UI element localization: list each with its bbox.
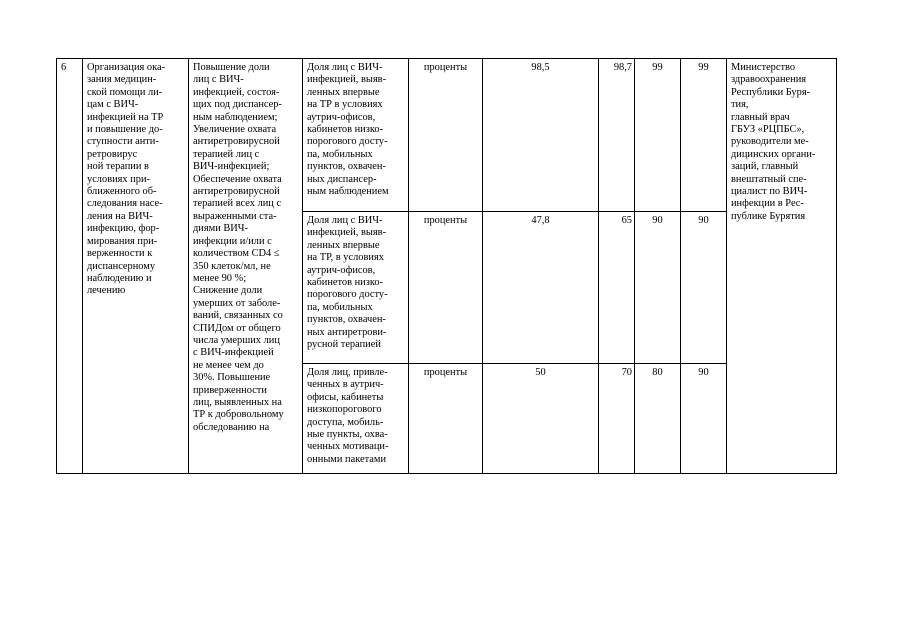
table-row [57,59,837,212]
indicator-value-year1: 65 [599,212,635,364]
indicator-value-base: 98,5 [483,59,599,212]
row-number: 6 [57,59,83,474]
responsible-executors: Министерство здравоохранения Республики Буря- тия, главный врач ГБУЗ «РЦПБС», руководители ме- дицинских органи- заций, главный внештатный спе- циалист по ВИЧ- инфекции в Рес- публике Бурятия [727,59,837,474]
indicator-value-year2: 80 [635,364,681,474]
indicator-unit: проценты [409,364,483,474]
indicator-value-year2: 99 [635,59,681,212]
indicator-value-base: 50 [483,364,599,474]
indicator-name: Доля лиц с ВИЧ- инфекцией, выяв- ленных впервые на ТР в условиях аутрич-офисов, кабинетов низко- порогового досту- па, мобильных пунктов, охвачен- ных диспансер- ным наблюдением [303,59,409,212]
indicator-unit: проценты [409,59,483,212]
indicator-unit: проценты [409,212,483,364]
measures-table [56,58,837,474]
event-description: Организация ока- зания медицин- ской помощи ли- цам с ВИЧ- инфекцией на ТР и повышение до- ступности анти- ретровирус ной терапии в условиях при- ближенного об- следования насе- ления на ВИЧ- инфекцию, фор- мирования при- верженности к диспансерному наблюдению и лечению [83,59,189,474]
indicator-value-year1: 98,7 [599,59,635,212]
indicator-value-base: 47,8 [483,212,599,364]
indicator-value-year1: 70 [599,364,635,474]
indicator-value-year3: 90 [681,364,727,474]
indicator-value-year3: 90 [681,212,727,364]
indicator-name: Доля лиц с ВИЧ- инфекцией, выяв- ленных впервые на ТР, в условиях аутрич-офисов, кабинетов низко- порогового досту- па, мобильных пунктов, охвачен- ных антиретрови- русной терапией [303,212,409,364]
indicator-value-year2: 90 [635,212,681,364]
indicator-name: Доля лиц, привле- ченных в аутрич- офисы, кабинеты низкопорогового доступа, мобиль- ные пункты, охва- ченных мотиваци- онными пакетами [303,364,409,474]
indicator-value-year3: 99 [681,59,727,212]
expected-result: Повышение доли лиц с ВИЧ- инфекцией, состоя- щих под диспансер- ным наблюдением; Увеличение охвата антиретровирусной терапией лиц с ВИЧ-инфекцией; Обеспечение охвата антиретровирусной терапией всех лиц с выраженными ста- диями ВИЧ- инфекции и/или с количеством CD4 ≤ 350 клеток/мл, не менее 90 %; Снижение доли умерших от заболе- ваний, связанных со СПИДом от общего числа умерших лиц с ВИЧ-инфекцией не менее чем до 30%. Повышение приверженности лиц, выявленных на ТР к добровольному обследованию на [189,59,303,474]
